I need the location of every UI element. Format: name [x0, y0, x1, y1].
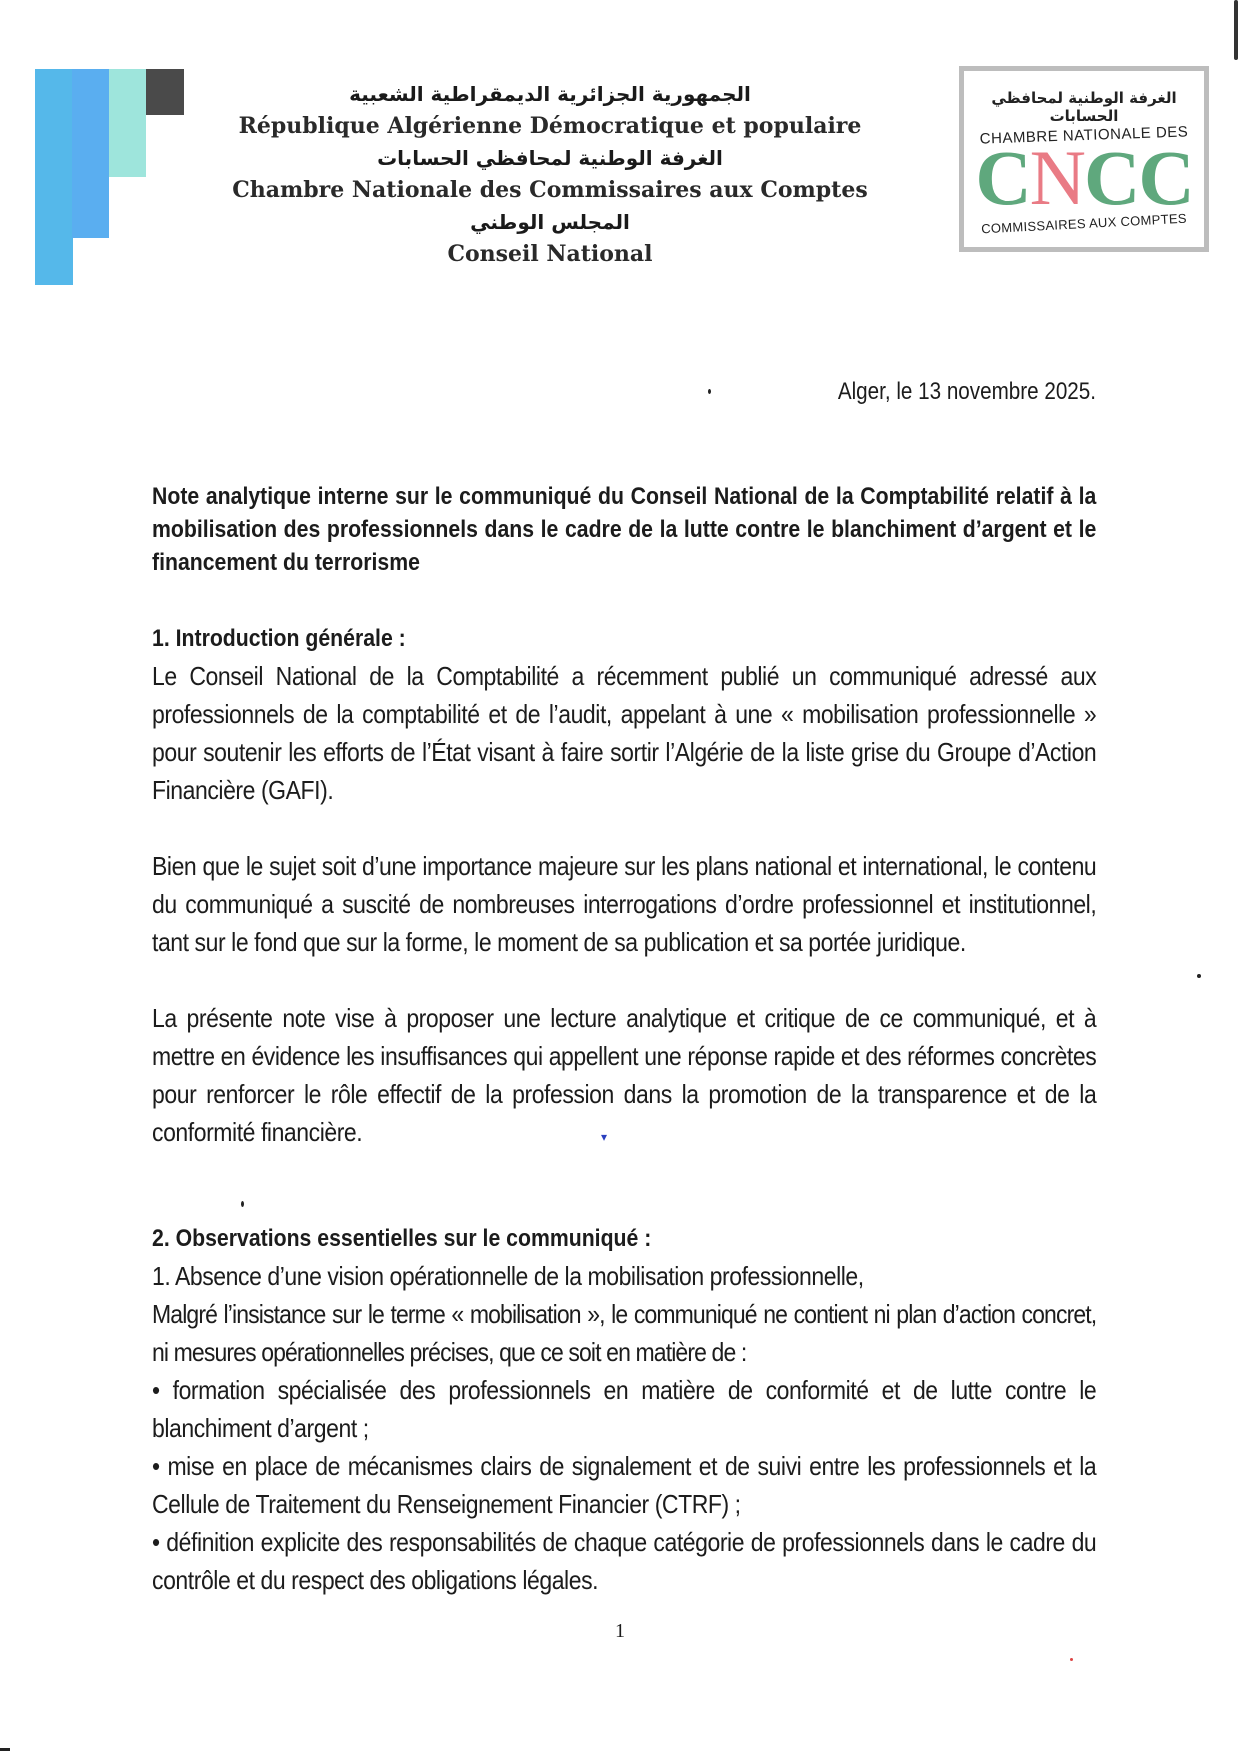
subheading: 1. Absence d’une vision opérationnelle de la mobilisation professionnelle, [152, 1261, 864, 1291]
logo-block-aqua [109, 69, 146, 177]
header-ar-chamber: الغرفة الوطنية لمحافظي الحسابات [377, 146, 723, 170]
scan-speck [708, 389, 711, 394]
page-number: 1 [615, 1620, 625, 1642]
document-title: Note analytique interne sur le communiqué du Conseil National de la Comptabilité relatif à la mobilisation des professionnels dans le cadre de la lutte contre le blanchiment d’argent et le financement du terrorisme [152, 483, 1097, 576]
header-ar-republic: الجمهورية الجزائرية الديمقراطية الشعبية [349, 82, 751, 106]
bullet-item: • formation spécialisée des professionnels en matière de conformité et de lutte contre le blanchiment d’argent ; [152, 1375, 1097, 1443]
scan-edge-mark [1234, 0, 1238, 60]
date-line: Alger, le 13 novembre 2025. [837, 378, 1096, 405]
header-fr-council: Conseil National [447, 241, 653, 267]
logo-block-medium-blue [72, 69, 109, 238]
section-observations [152, 1220, 1096, 1599]
scan-speck [1197, 974, 1201, 978]
header-fr-republic: République Algérienne Démocratique et populaire [238, 113, 862, 139]
logo-letter: N [1029, 134, 1084, 221]
document-title-block [152, 480, 1096, 579]
header-fr-chamber: Chambre Nationale des Commissaires aux Comptes [232, 177, 868, 203]
paragraph: Bien que le sujet soit d’une importance majeure sur les plans national et international, le contenu du communiqué a suscité de nombreuses interrogations d’ordre professionnel et institutionnel, tant sur le fond que sur la forme, le moment de sa publication et sa portée juridique. [152, 851, 1097, 957]
logo-bottom-text: COMMISSAIRES AUX COMPTES [980, 210, 1188, 237]
logo-top-text: CHAMBRE NATIONALE DES [979, 123, 1189, 148]
paragraph: La présente note vise à proposer une lecture analytique et critique de ce communiqué, et à mettre en évidence les insuffisances qui appellent une réponse rapide et des réformes concrètes pour renforcer le rôle effectif de la profession dans la promotion de la transparence et de la conformité financière. [152, 1003, 1097, 1147]
letterhead [200, 80, 900, 272]
paragraph: Malgré l’insistance sur le terme « mobilisation », le communiqué ne contient ni plan d’action concret, ni mesures opérationnelles précises, que ce soit en matière de : [152, 1299, 1097, 1367]
section-introduction [152, 620, 1096, 1151]
section-heading: 1. Introduction générale : [152, 625, 406, 652]
scan-speck [241, 1201, 244, 1207]
logo-ar-text: الغرفة الوطنية لمحافظي الحسابات [991, 89, 1177, 125]
bullet-item: • définition explicite des responsabilités de chaque catégorie de professionnels dans le cadre du contrôle et du respect des obligations légales. [152, 1527, 1097, 1595]
pen-mark: ▾ [601, 1130, 608, 1144]
scan-speck [1070, 1658, 1073, 1661]
bullet-item: • mise en place de mécanismes clairs de signalement et de suivi entre les professionnels et la Cellule de Traitement du Renseignement Financier (CTRF) ; [152, 1451, 1097, 1519]
left-logo [0, 0, 200, 300]
scan-speck [0, 1748, 10, 1751]
section-heading: 2. Observations essentielles sur le communiqué : [152, 1225, 652, 1252]
logo-letter: C [975, 134, 1030, 221]
logo-letter: C [1138, 134, 1193, 221]
paragraph: Le Conseil National de la Comptabilité a récemment publié un communiqué adressé aux professionnels de la comptabilité et de l’audit, appelant à une « mobilisation professionnelle » pour soutenir les efforts de l’État visant à faire sortir l’Algérie de la liste grise du Groupe d’Action Financière (GAFI). [152, 661, 1097, 805]
logo-block-blue [35, 69, 73, 285]
logo-letter: C [1084, 134, 1139, 221]
cncc-logo [959, 66, 1209, 252]
header-ar-council: المجلس الوطني [470, 210, 630, 234]
logo-block-dark [146, 69, 184, 115]
